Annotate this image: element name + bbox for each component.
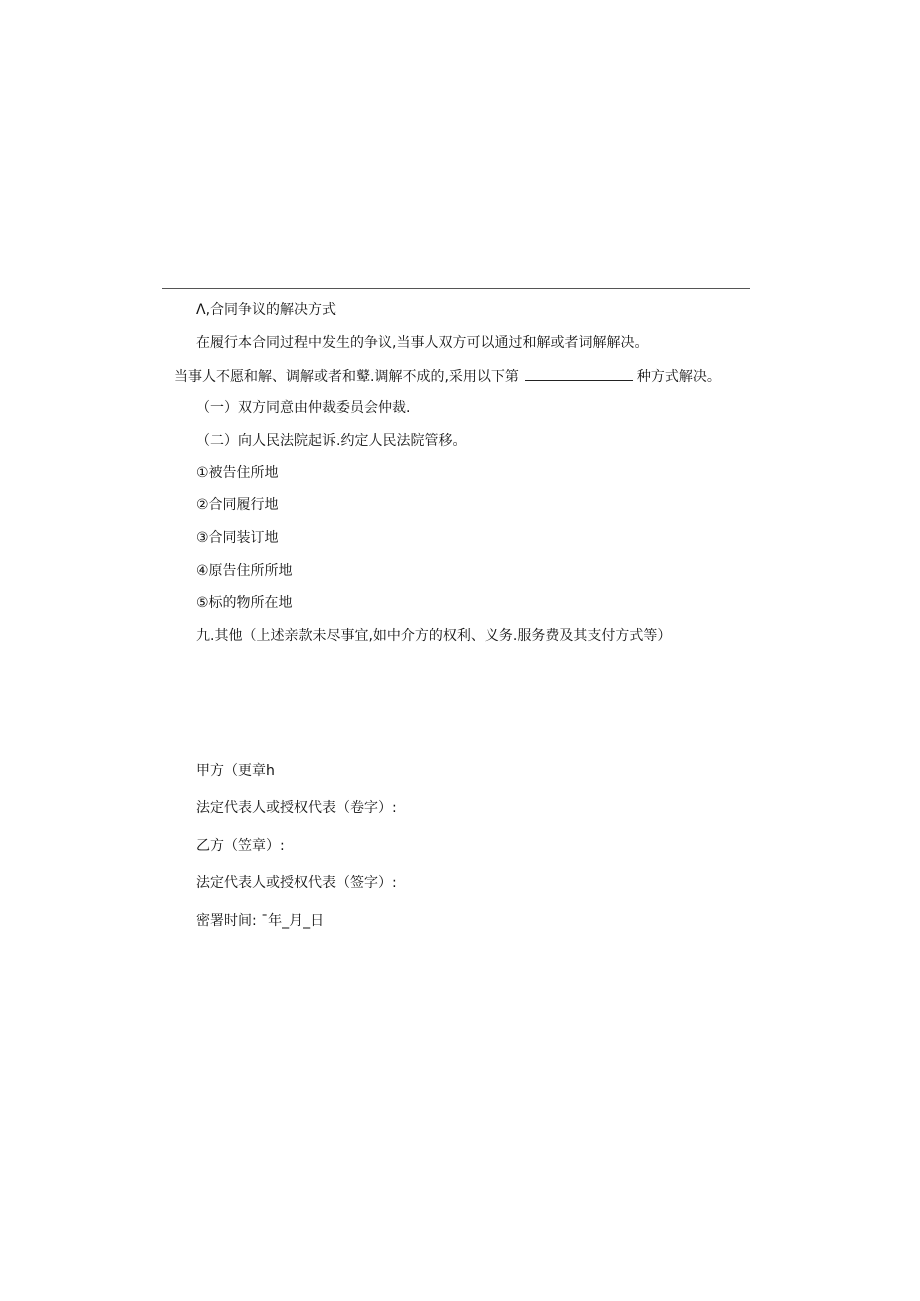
venue-item: ①被告住所地 [196,465,279,481]
option-arbitration: （一）双方同意由仲裁委员会仲裁. [196,400,411,416]
signing-date: 密署时间: ¯年_月_日 [196,913,325,929]
header-rule [162,288,750,289]
venue-item: ⑤标的物所在地 [196,595,293,611]
section-8-heading: Λ,合同争议的解决方式 [196,302,337,318]
method-number-blank [525,366,633,381]
party-b-seal: 乙方（笠章）: [196,838,285,854]
dispute-paragraph-2 [174,366,721,387]
party-a-seal: 甲方（更章h [196,763,275,779]
venue-item: ②合同履行地 [196,497,279,513]
venue-item: ④原告住所所地 [196,563,293,579]
section-9-heading: 九.其他（上述亲款未尽事宜,如中介方的权利、义务.服务费及其支付方式等） [196,628,672,644]
dispute-paragraph-1: 在履行本合同过程中发生的争议,当事人双方可以通过和解或者词解解决。 [196,335,649,351]
dispute-paragraph-2-text: 当事人不愿和解、调解或者和鼙.调解不成的,采用以下第 [174,369,519,385]
venue-item: ③合同装订地 [196,530,279,546]
party-a-representative: 法定代表人或授权代表（卷字）: [196,800,397,816]
option-court: （二）向人民法院起诉.约定人民法院管移。 [196,433,467,449]
dispute-paragraph-2-tail: 种方式解决。 [636,369,721,385]
party-b-representative: 法定代表人或授权代表（签字）: [196,875,397,891]
